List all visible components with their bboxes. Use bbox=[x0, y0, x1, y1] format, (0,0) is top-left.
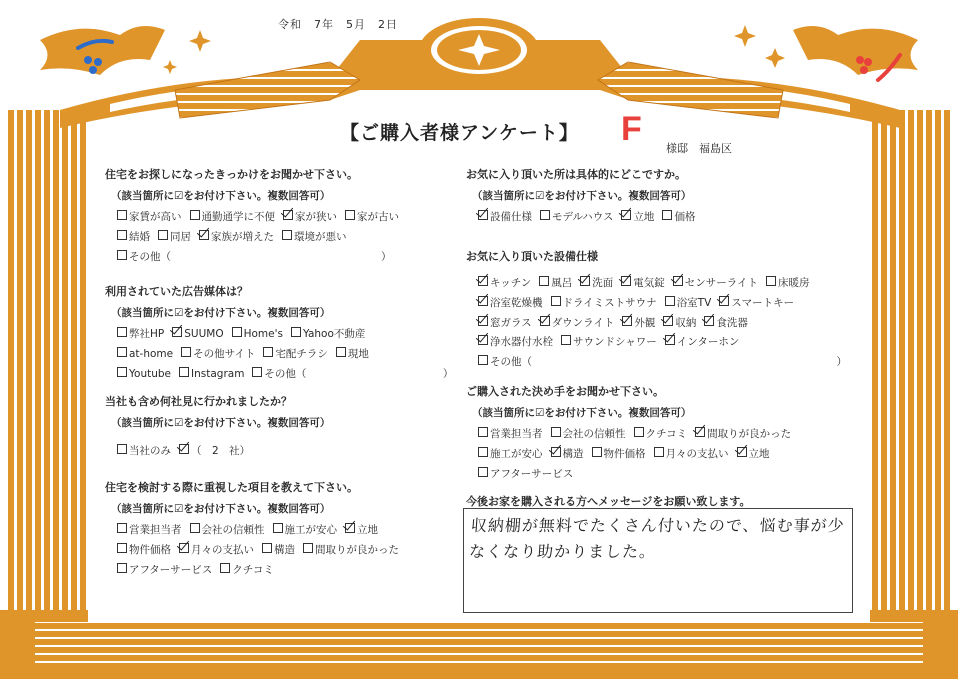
empty-box-icon[interactable] bbox=[220, 563, 230, 573]
checked-box-icon[interactable] bbox=[704, 316, 714, 326]
checked-box-icon[interactable] bbox=[179, 444, 189, 454]
option-row bbox=[117, 345, 461, 365]
empty-box-icon[interactable] bbox=[478, 467, 488, 477]
empty-box-icon[interactable] bbox=[181, 347, 191, 357]
checkbox-option[interactable] bbox=[478, 333, 553, 353]
option-label: 立地 bbox=[357, 524, 378, 536]
right-section-3 bbox=[466, 383, 799, 484]
left-section-2 bbox=[105, 283, 461, 384]
options bbox=[117, 325, 461, 384]
option-label: 会社の信頼性 bbox=[201, 524, 265, 536]
checkbox-option[interactable] bbox=[539, 274, 572, 294]
option-label: その他サイト bbox=[193, 347, 256, 360]
checked-box-icon[interactable] bbox=[580, 276, 590, 286]
options bbox=[117, 208, 407, 267]
checkbox-option[interactable] bbox=[540, 314, 615, 334]
options bbox=[478, 425, 799, 484]
option-label: アフターサービス bbox=[490, 467, 574, 480]
empty-box-icon[interactable] bbox=[592, 447, 602, 457]
option-label: 施工が安心 bbox=[490, 447, 543, 460]
checkbox-option[interactable] bbox=[704, 314, 748, 334]
empty-box-icon[interactable] bbox=[117, 347, 127, 357]
option-row bbox=[117, 541, 407, 561]
checkbox-option[interactable] bbox=[478, 425, 543, 445]
checkbox-option[interactable] bbox=[737, 445, 770, 465]
instruction: （該当箇所に☑をお付け下さい。複数回答可） bbox=[111, 417, 331, 429]
option-row bbox=[117, 561, 407, 581]
option-label: キッチン bbox=[490, 277, 532, 289]
checked-box-icon[interactable] bbox=[478, 316, 488, 326]
empty-box-icon[interactable] bbox=[561, 335, 571, 345]
checked-box-icon[interactable] bbox=[665, 335, 675, 345]
grade-mark: F bbox=[621, 110, 642, 148]
option-label: 月々の支払い bbox=[665, 447, 729, 460]
empty-box-icon[interactable] bbox=[303, 543, 313, 553]
option-label: 現地 bbox=[347, 347, 369, 360]
message-box bbox=[463, 508, 853, 613]
question-heading: 住宅を検討する際に重視した項目を教えて下さい。 bbox=[105, 481, 358, 494]
handwritten-message: 収納棚が無料でたくさん付いたので、悩む事が少なくなり助かりました。 bbox=[468, 516, 846, 561]
checkbox-option[interactable] bbox=[540, 208, 613, 228]
checkbox-option[interactable] bbox=[303, 541, 399, 561]
checkbox-option[interactable] bbox=[232, 325, 283, 345]
checked-box-icon[interactable] bbox=[622, 316, 632, 326]
option-label: Youtube bbox=[129, 367, 171, 380]
option-label: インターホン bbox=[676, 336, 740, 349]
option-label: 設備仕様 bbox=[490, 211, 532, 223]
checkbox-option[interactable] bbox=[766, 274, 810, 294]
checkbox-option[interactable] bbox=[172, 325, 223, 345]
checkbox-option[interactable] bbox=[551, 425, 626, 445]
left-section-3 bbox=[105, 393, 330, 462]
option-label: 食洗器 bbox=[716, 316, 748, 329]
checked-box-icon[interactable] bbox=[551, 447, 561, 457]
checkbox-option[interactable] bbox=[551, 445, 584, 465]
option-label: スマートキー bbox=[731, 296, 795, 309]
option-label: 物件価格 bbox=[129, 543, 171, 556]
instruction: （該当箇所に☑をお付け下さい。複数回答可） bbox=[111, 190, 331, 202]
option-label: 弊社HP bbox=[129, 328, 165, 340]
checked-box-icon[interactable] bbox=[737, 447, 747, 457]
checkbox-option[interactable] bbox=[478, 208, 532, 228]
checkbox-option[interactable] bbox=[263, 345, 328, 365]
checkbox-option[interactable] bbox=[478, 314, 532, 334]
checked-box-icon[interactable] bbox=[621, 210, 631, 220]
empty-box-icon[interactable] bbox=[654, 447, 664, 457]
options bbox=[478, 208, 703, 228]
option-label: 価格 bbox=[674, 211, 696, 223]
checkbox-option[interactable] bbox=[158, 228, 191, 248]
option-label: 宅配チラシ bbox=[275, 347, 328, 360]
checkbox-option[interactable] bbox=[719, 294, 794, 314]
checkbox-option[interactable] bbox=[621, 274, 665, 294]
checkbox-option[interactable] bbox=[117, 541, 171, 561]
option-label: ダウンライト bbox=[551, 316, 615, 329]
empty-box-icon[interactable] bbox=[158, 230, 168, 240]
checkbox-option[interactable] bbox=[117, 521, 182, 541]
checkbox-option[interactable] bbox=[283, 208, 337, 228]
option-row bbox=[478, 333, 855, 353]
empty-box-icon[interactable] bbox=[282, 230, 292, 240]
option-row bbox=[478, 353, 855, 373]
option-label: 構造 bbox=[562, 447, 584, 460]
checkbox-option[interactable] bbox=[117, 248, 392, 268]
option-label: 立地 bbox=[633, 211, 655, 223]
option-label: 風呂 bbox=[551, 277, 573, 289]
right-section-2 bbox=[466, 248, 855, 373]
empty-box-icon[interactable] bbox=[766, 276, 776, 286]
customer-residence: 様邸 福島区 bbox=[666, 142, 732, 155]
empty-box-icon[interactable] bbox=[117, 327, 127, 337]
option-label: 環境が悪い bbox=[294, 230, 347, 243]
checkbox-option[interactable] bbox=[117, 561, 212, 581]
checkbox-option[interactable] bbox=[282, 228, 347, 248]
question-heading: ご購入された決め手をお聞かせ下さい。 bbox=[466, 385, 664, 398]
option-row bbox=[478, 445, 799, 465]
option-label: クチコミ bbox=[232, 563, 274, 576]
option-row bbox=[478, 465, 799, 485]
checkbox-option[interactable] bbox=[345, 521, 378, 541]
checkbox-option[interactable] bbox=[117, 228, 150, 248]
checkbox-option[interactable] bbox=[592, 445, 646, 465]
option-label: センサーライト bbox=[684, 277, 758, 289]
instruction: （該当箇所に☑をお付け下さい。複数回答可） bbox=[472, 407, 692, 419]
option-label: その他（ ） bbox=[129, 250, 392, 263]
option-label: モデルハウス bbox=[552, 211, 614, 223]
option-label: 電気錠 bbox=[633, 277, 665, 289]
option-label: 営業担当者 bbox=[490, 428, 543, 440]
instruction: （該当箇所に☑をお付け下さい。複数回答可） bbox=[111, 503, 331, 515]
option-label: （ 2 社） bbox=[191, 445, 251, 457]
checkbox-option[interactable] bbox=[190, 208, 276, 228]
option-row bbox=[478, 294, 855, 314]
left-section-1 bbox=[105, 166, 407, 267]
empty-box-icon[interactable] bbox=[665, 296, 675, 306]
checkbox-option[interactable] bbox=[181, 345, 255, 365]
checkbox-option[interactable] bbox=[117, 325, 164, 345]
option-label: 浄水器付水栓 bbox=[490, 336, 553, 349]
options bbox=[117, 442, 330, 462]
option-row bbox=[117, 325, 461, 345]
option-label: 浴室TV bbox=[676, 296, 712, 309]
option-label: アフターサービス bbox=[129, 563, 213, 576]
option-label: ドライミストサウナ bbox=[562, 296, 657, 309]
checkbox-option[interactable] bbox=[117, 208, 182, 228]
option-label: 物件価格 bbox=[603, 447, 646, 460]
survey-date: 令和 7年 5月 2日 bbox=[278, 18, 398, 31]
checkbox-option[interactable] bbox=[199, 228, 274, 248]
option-row bbox=[117, 228, 407, 248]
option-row bbox=[117, 442, 330, 462]
empty-box-icon[interactable] bbox=[117, 543, 127, 553]
checkbox-option[interactable] bbox=[273, 521, 338, 541]
option-label: 月々の支払い bbox=[191, 543, 254, 556]
checked-box-icon[interactable] bbox=[621, 276, 631, 286]
empty-box-icon[interactable] bbox=[232, 327, 242, 337]
checked-box-icon[interactable] bbox=[345, 523, 355, 533]
checked-box-icon[interactable] bbox=[478, 276, 488, 286]
checkbox-option[interactable] bbox=[478, 465, 573, 485]
checked-box-icon[interactable] bbox=[478, 296, 488, 306]
checkbox-option[interactable] bbox=[179, 541, 254, 561]
checked-box-icon[interactable] bbox=[673, 276, 683, 286]
option-label: 間取りが良かった bbox=[707, 428, 792, 440]
option-row bbox=[117, 521, 407, 541]
empty-box-icon[interactable] bbox=[190, 210, 200, 220]
checked-box-icon[interactable] bbox=[283, 210, 293, 220]
option-label: 家族が増えた bbox=[211, 230, 274, 243]
checkbox-option[interactable] bbox=[179, 442, 250, 462]
checkbox-option[interactable] bbox=[478, 353, 847, 373]
option-label: 会社の信頼性 bbox=[562, 428, 626, 440]
option-label: 通勤通学に不便 bbox=[201, 211, 275, 223]
empty-box-icon[interactable] bbox=[273, 523, 283, 533]
empty-box-icon[interactable] bbox=[117, 523, 127, 533]
checked-box-icon[interactable] bbox=[172, 327, 182, 337]
checked-box-icon[interactable] bbox=[540, 316, 550, 326]
empty-box-icon[interactable] bbox=[478, 355, 488, 365]
checkbox-option[interactable] bbox=[252, 365, 453, 385]
option-row bbox=[117, 208, 407, 228]
empty-box-icon[interactable] bbox=[117, 250, 127, 260]
empty-box-icon[interactable] bbox=[662, 210, 672, 220]
checked-box-icon[interactable] bbox=[663, 316, 673, 326]
option-label: 構造 bbox=[274, 543, 295, 556]
empty-box-icon[interactable] bbox=[262, 543, 272, 553]
empty-box-icon[interactable] bbox=[551, 427, 561, 437]
checkbox-option[interactable] bbox=[117, 345, 173, 365]
option-label: その他（ ） bbox=[264, 367, 454, 380]
option-label: at-home bbox=[129, 347, 174, 360]
instruction: （該当箇所に☑をお付け下さい。複数回答可） bbox=[111, 307, 331, 319]
question-heading: お気に入り頂いた設備仕様 bbox=[466, 250, 598, 263]
option-label: 窓ガラス bbox=[490, 316, 532, 329]
empty-box-icon[interactable] bbox=[478, 447, 488, 457]
checked-box-icon[interactable] bbox=[478, 335, 488, 345]
survey-title: 【ご購入者様アンケート】 bbox=[340, 122, 579, 144]
empty-box-icon[interactable] bbox=[539, 276, 549, 286]
empty-box-icon[interactable] bbox=[263, 347, 273, 357]
checkbox-option[interactable] bbox=[345, 208, 399, 228]
empty-box-icon[interactable] bbox=[345, 210, 355, 220]
checkbox-option[interactable] bbox=[336, 345, 369, 365]
checkbox-option[interactable] bbox=[665, 333, 740, 353]
checkbox-option[interactable] bbox=[220, 561, 274, 581]
checkbox-option[interactable] bbox=[561, 333, 657, 353]
option-label: Home's bbox=[243, 328, 283, 340]
empty-box-icon[interactable] bbox=[190, 523, 200, 533]
checkbox-option[interactable] bbox=[478, 445, 543, 465]
checkbox-option[interactable] bbox=[621, 208, 654, 228]
checkbox-option[interactable] bbox=[665, 294, 712, 314]
checked-box-icon[interactable] bbox=[478, 210, 488, 220]
option-label: 立地 bbox=[748, 447, 770, 460]
option-label: 外観 bbox=[634, 316, 656, 329]
option-label: その他（ ） bbox=[490, 356, 847, 369]
option-label: 家が古い bbox=[357, 211, 399, 223]
question-heading: お気に入り頂いた所は具体的にどこですか。 bbox=[466, 168, 686, 181]
empty-box-icon[interactable] bbox=[634, 427, 644, 437]
option-label: SUUMO bbox=[184, 328, 224, 340]
empty-box-icon[interactable] bbox=[551, 296, 561, 306]
options bbox=[478, 274, 855, 373]
checkbox-option[interactable] bbox=[634, 425, 688, 445]
option-label: サウンドシャワー bbox=[573, 336, 657, 349]
checkbox-option[interactable] bbox=[551, 294, 657, 314]
right-section-1 bbox=[466, 166, 703, 228]
checkbox-option[interactable] bbox=[291, 325, 365, 345]
option-row bbox=[117, 248, 407, 268]
empty-box-icon[interactable] bbox=[179, 367, 189, 377]
option-label: 結婚 bbox=[129, 230, 150, 243]
option-label: 収納 bbox=[675, 316, 697, 329]
empty-box-icon[interactable] bbox=[117, 367, 127, 377]
checked-box-icon[interactable] bbox=[199, 230, 209, 240]
option-label: Instagram bbox=[191, 367, 245, 380]
checkbox-option[interactable] bbox=[190, 521, 265, 541]
checkbox-option[interactable] bbox=[478, 274, 531, 294]
checkbox-option[interactable] bbox=[654, 445, 729, 465]
option-label: 家賃が高い bbox=[129, 211, 182, 223]
option-label: 家が狭い bbox=[295, 211, 337, 223]
option-label: 床暖房 bbox=[777, 277, 810, 289]
empty-box-icon[interactable] bbox=[291, 327, 301, 337]
option-label: 同居 bbox=[170, 230, 191, 243]
empty-box-icon[interactable] bbox=[540, 210, 550, 220]
option-label: Yahoo不動産 bbox=[302, 328, 366, 340]
option-row bbox=[478, 274, 855, 294]
empty-box-icon[interactable] bbox=[252, 367, 262, 377]
empty-box-icon[interactable] bbox=[117, 210, 127, 220]
option-label: 当社のみ bbox=[129, 445, 171, 457]
empty-box-icon[interactable] bbox=[478, 427, 488, 437]
checkbox-option[interactable] bbox=[673, 274, 758, 294]
option-row bbox=[478, 314, 855, 334]
option-label: 浴室乾燥機 bbox=[490, 296, 543, 309]
checkbox-option[interactable] bbox=[262, 541, 295, 561]
checked-box-icon[interactable] bbox=[695, 427, 705, 437]
checkbox-option[interactable] bbox=[622, 314, 655, 334]
checkbox-option[interactable] bbox=[179, 365, 244, 385]
option-row bbox=[478, 425, 799, 445]
empty-box-icon[interactable] bbox=[117, 563, 127, 573]
option-label: 営業担当者 bbox=[129, 524, 182, 536]
checkbox-option[interactable] bbox=[478, 294, 543, 314]
checked-box-icon[interactable] bbox=[719, 296, 729, 306]
option-label: クチコミ bbox=[645, 428, 688, 440]
empty-box-icon[interactable] bbox=[117, 230, 127, 240]
question-heading: 住宅をお探しになったきっかけをお聞かせ下さい。 bbox=[105, 168, 358, 181]
empty-box-icon[interactable] bbox=[336, 347, 346, 357]
instruction: （該当箇所に☑をお付け下さい。複数回答可） bbox=[472, 190, 692, 202]
message-prompt: 今後お家を購入される方へメッセージをお願い致します。 bbox=[466, 495, 751, 508]
checkbox-option[interactable] bbox=[117, 365, 171, 385]
empty-box-icon[interactable] bbox=[117, 444, 127, 454]
option-label: 間取りが良かった bbox=[315, 543, 399, 556]
option-row bbox=[117, 365, 461, 385]
checkbox-option[interactable] bbox=[117, 442, 171, 462]
checkbox-option[interactable] bbox=[662, 208, 695, 228]
checkbox-option[interactable] bbox=[580, 274, 613, 294]
question-heading: 利用されていた広告媒体は？ bbox=[105, 285, 248, 298]
left-section-4 bbox=[105, 479, 407, 580]
option-label: 洗面 bbox=[592, 277, 614, 289]
option-label: 施工が安心 bbox=[284, 524, 337, 536]
checked-box-icon[interactable] bbox=[179, 543, 189, 553]
question-heading: 当社も含め何社見に行かれましたか？ bbox=[105, 395, 292, 408]
options bbox=[117, 521, 407, 580]
option-row bbox=[478, 208, 703, 228]
